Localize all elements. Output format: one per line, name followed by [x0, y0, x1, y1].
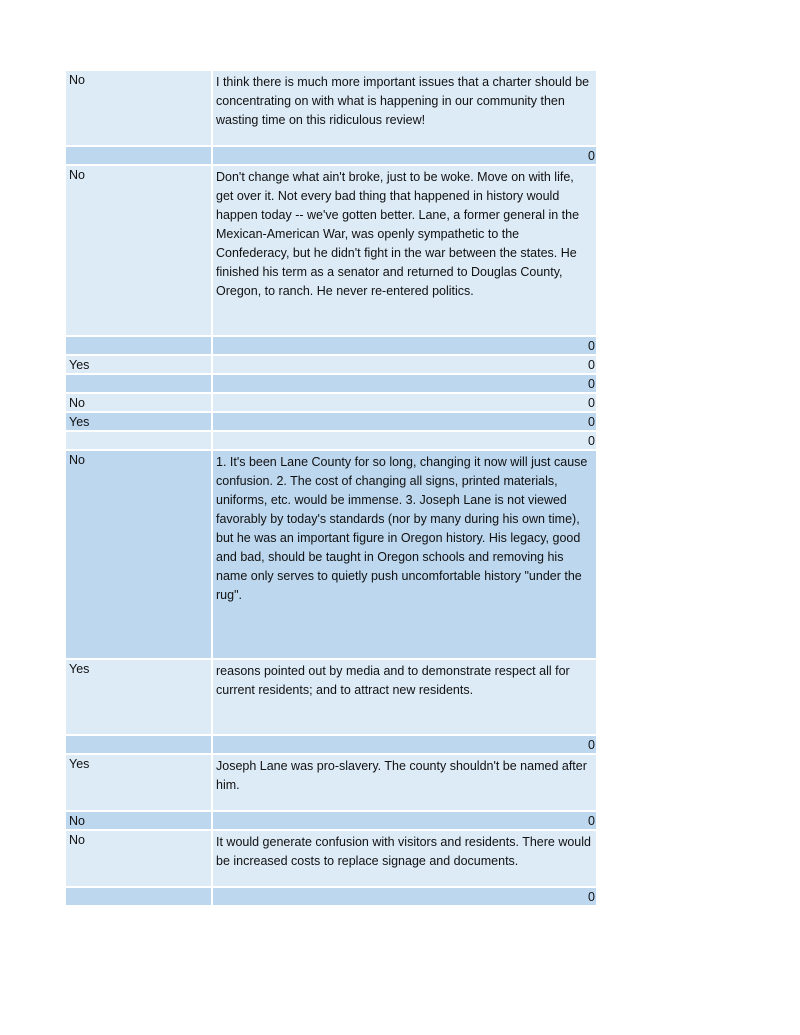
- comment-cell[interactable]: reasons pointed out by media and to demonstrate respect all for current residents; and to attract new residents.: [213, 660, 596, 736]
- answer-cell[interactable]: Yes: [66, 660, 213, 736]
- zero-value-cell[interactable]: 0: [213, 337, 596, 356]
- table-row: [66, 71, 596, 147]
- table-row: [66, 812, 596, 831]
- zero-value-cell[interactable]: 0: [213, 812, 596, 831]
- zero-value-cell[interactable]: 0: [213, 736, 596, 755]
- zero-value-cell[interactable]: 0: [213, 147, 596, 166]
- table-row: [66, 451, 596, 660]
- answer-cell[interactable]: No: [66, 831, 213, 888]
- zero-value-cell[interactable]: 0: [213, 888, 596, 907]
- table-row: [66, 432, 596, 451]
- table-row: [66, 660, 596, 736]
- answer-cell[interactable]: No: [66, 71, 213, 147]
- answer-cell[interactable]: [66, 147, 213, 166]
- answer-cell[interactable]: No: [66, 394, 213, 413]
- spreadsheet-table: [66, 71, 596, 907]
- comment-cell[interactable]: I think there is much more important issues that a charter should be concentrating on with what is happening in our community then wasting time on this ridiculous review!: [213, 71, 596, 147]
- answer-cell[interactable]: [66, 888, 213, 907]
- table-row: [66, 166, 596, 337]
- answer-cell[interactable]: Yes: [66, 356, 213, 375]
- table-row: [66, 831, 596, 888]
- answer-cell[interactable]: No: [66, 812, 213, 831]
- zero-value-cell[interactable]: 0: [213, 413, 596, 432]
- table-row: [66, 356, 596, 375]
- answer-cell[interactable]: [66, 736, 213, 755]
- zero-value-cell[interactable]: 0: [213, 356, 596, 375]
- comment-cell[interactable]: It would generate confusion with visitors and residents. There would be increased costs to replace signage and documents.: [213, 831, 596, 888]
- comment-cell[interactable]: Don't change what ain't broke, just to be woke. Move on with life, get over it. Not every bad thing that happened in history would happen today -- we've gotten better. Lane, a former general in the Mexican-American War, was openly sympathetic to the Confederacy, but he didn't fight in the war between the states. He finished his term as a senator and returned to Douglas County, Oregon, to ranch. He never re-entered politics.: [213, 166, 596, 337]
- table-row: [66, 375, 596, 394]
- table-row: [66, 337, 596, 356]
- table-row: [66, 888, 596, 907]
- answer-cell[interactable]: [66, 375, 213, 394]
- table-row: [66, 413, 596, 432]
- answer-cell[interactable]: Yes: [66, 413, 213, 432]
- table-row: [66, 736, 596, 755]
- zero-value-cell[interactable]: 0: [213, 432, 596, 451]
- comment-cell[interactable]: 1. It's been Lane County for so long, changing it now will just cause confusion. 2. The cost of changing all signs, printed materials, uniforms, etc. would be immense. 3. Joseph Lane is not viewed favorably by today's standards (nor by many during his own time), but he was an important figure in Oregon history. His legacy, good and bad, should be taught in Oregon schools and removing his name only serves to quietly push uncomfortable history "under the rug".: [213, 451, 596, 660]
- comment-cell[interactable]: Joseph Lane was pro-slavery. The county shouldn't be named after him.: [213, 755, 596, 812]
- zero-value-cell[interactable]: 0: [213, 375, 596, 394]
- answer-cell[interactable]: [66, 337, 213, 356]
- table-row: [66, 147, 596, 166]
- table-row: [66, 755, 596, 812]
- answer-cell[interactable]: Yes: [66, 755, 213, 812]
- answer-cell[interactable]: No: [66, 451, 213, 660]
- table-row: [66, 394, 596, 413]
- answer-cell[interactable]: [66, 432, 213, 451]
- zero-value-cell[interactable]: 0: [213, 394, 596, 413]
- answer-cell[interactable]: No: [66, 166, 213, 337]
